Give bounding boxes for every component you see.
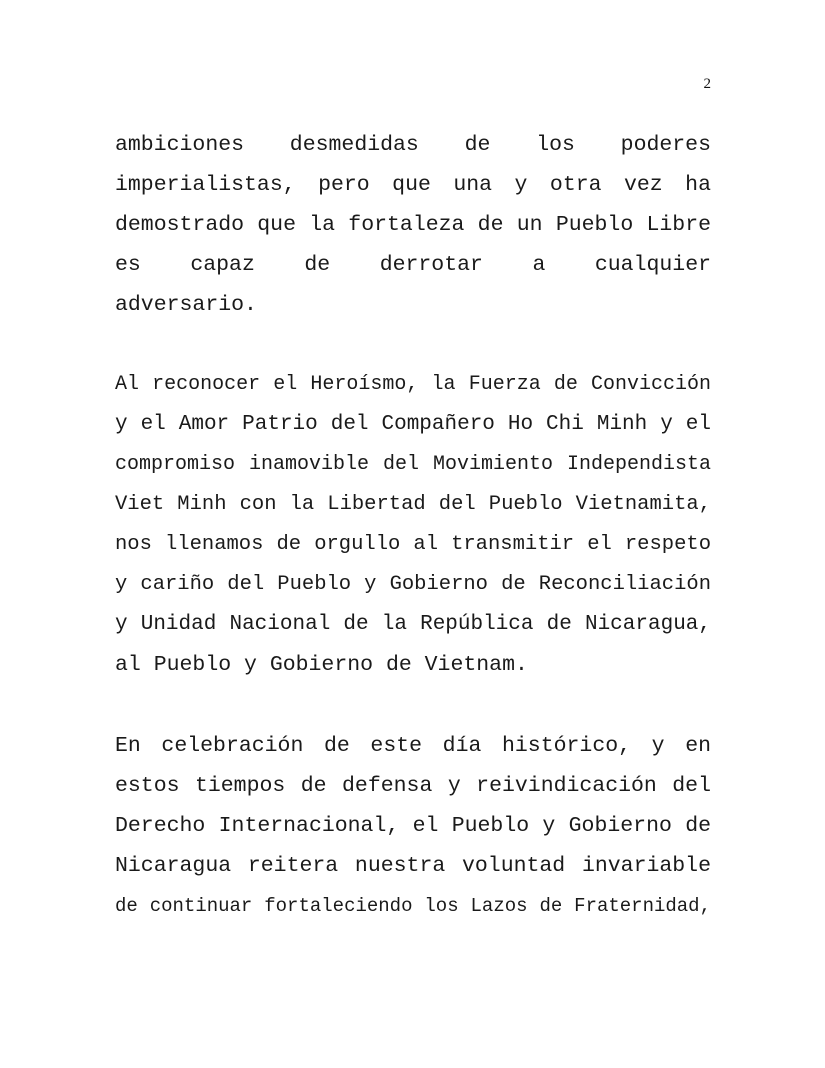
paragraph-1 <box>115 125 711 325</box>
text-line: imperialistas, pero que una y otra vez ha <box>115 173 711 197</box>
text-line: ambiciones desmedidas de los poderes <box>115 133 711 157</box>
text-line: adversario. <box>115 293 257 317</box>
text-line: al Pueblo y Gobierno de Vietnam. <box>115 653 528 677</box>
text-line: Derecho Internacional, el Pueblo y Gobierno de <box>115 814 711 838</box>
text-line: de continuar fortaleciendo los Lazos de Fraternidad, <box>115 895 711 917</box>
paragraph-2 <box>115 365 711 685</box>
paragraph-3 <box>115 726 711 926</box>
text-line: y el Amor Patrio del Compañero Ho Chi Minh y el <box>115 413 711 436</box>
text-line: Viet Minh con la Libertad del Pueblo Vietnamita, <box>115 493 711 516</box>
text-line: Nicaragua reitera nuestra voluntad invariable <box>115 854 711 878</box>
text-line: estos tiempos de defensa y reivindicación del <box>115 774 711 798</box>
text-line: y cariño del Pueblo y Gobierno de Reconciliación <box>115 573 711 596</box>
text-line: Al reconocer el Heroísmo, la Fuerza de Convicción <box>115 373 711 396</box>
text-line: En celebración de este día histórico, y en <box>115 734 711 758</box>
text-line: demostrado que la fortaleza de un Pueblo Libre <box>115 213 711 237</box>
text-line: nos llenamos de orgullo al transmitir el respeto <box>115 533 711 556</box>
text-line: compromiso inamovible del Movimiento Independista <box>115 453 711 476</box>
text-line: es capaz de derrotar a cualquier <box>115 253 711 277</box>
text-line: y Unidad Nacional de la República de Nicaragua, <box>115 613 711 636</box>
page-number: 2 <box>703 76 711 92</box>
